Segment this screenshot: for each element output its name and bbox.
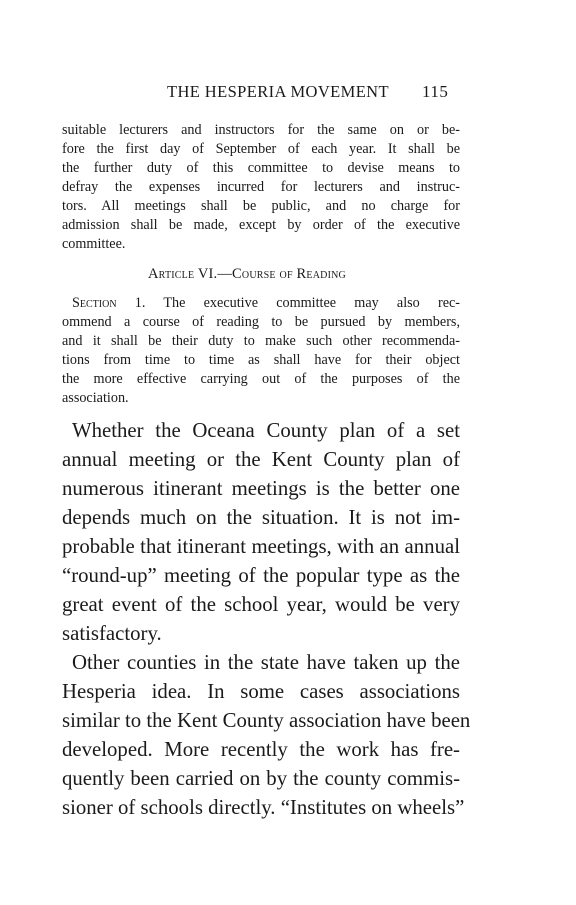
page-number: 115 <box>422 82 449 101</box>
text-line <box>72 294 460 313</box>
text-line: the more effective carrying out of the purposes of the <box>62 371 460 387</box>
text-line: “round-up” meeting of the popular type as the <box>62 564 460 587</box>
text-line: the further duty of this committee to devise means to <box>62 160 460 176</box>
text-line: committee. <box>62 236 126 252</box>
text-line: depends much on the situation. It is not im- <box>62 506 460 529</box>
text-line: similar to the Kent County association have been <box>62 709 471 732</box>
text-line: developed. More recently the work has fre- <box>62 738 460 761</box>
running-head: THE HESPERIA MOVEMENT <box>167 82 389 101</box>
section-text: 1. The executive committee may also rec- <box>134 295 461 311</box>
text-line: satisfactory. <box>62 622 162 645</box>
text-line: tions from time to time as shall have for their object <box>62 352 460 368</box>
text-line: sioner of schools directly. “Institutes on wheels” <box>62 796 465 819</box>
text-line: great event of the school year, would be very <box>62 593 460 616</box>
text-line: and it shall be their duty to make such other recommenda- <box>62 333 460 349</box>
text-line: association. <box>62 390 129 406</box>
text-line: defray the expenses incurred for lecturers and instruc- <box>62 179 460 195</box>
text-line: quently been carried on by the county commis- <box>62 767 460 790</box>
text-line: fore the first day of September of each year. It shall be <box>62 141 460 157</box>
text-line: Whether the Oceana County plan of a set <box>72 419 460 442</box>
text-line: ommend a course of reading to be pursued by members, <box>62 314 460 330</box>
text-line: Other counties in the state have taken up the <box>72 651 460 674</box>
text-line: annual meeting or the Kent County plan of <box>62 448 460 471</box>
text-line: admission shall be made, except by order of the executive <box>62 217 460 233</box>
text-line: suitable lecturers and instructors for the same on or be- <box>62 122 460 138</box>
text-line: probable that itinerant meetings, with an annual <box>62 535 460 558</box>
text-line: tors. All meetings shall be public, and no charge for <box>62 198 460 214</box>
text-line: Hesperia idea. In some cases associations <box>62 680 460 703</box>
article-heading: Article VI.—Course of Reading <box>148 266 346 282</box>
text-line: numerous itinerant meetings is the better one <box>62 477 460 500</box>
section-label: Section <box>72 295 117 311</box>
page-header <box>62 82 462 104</box>
